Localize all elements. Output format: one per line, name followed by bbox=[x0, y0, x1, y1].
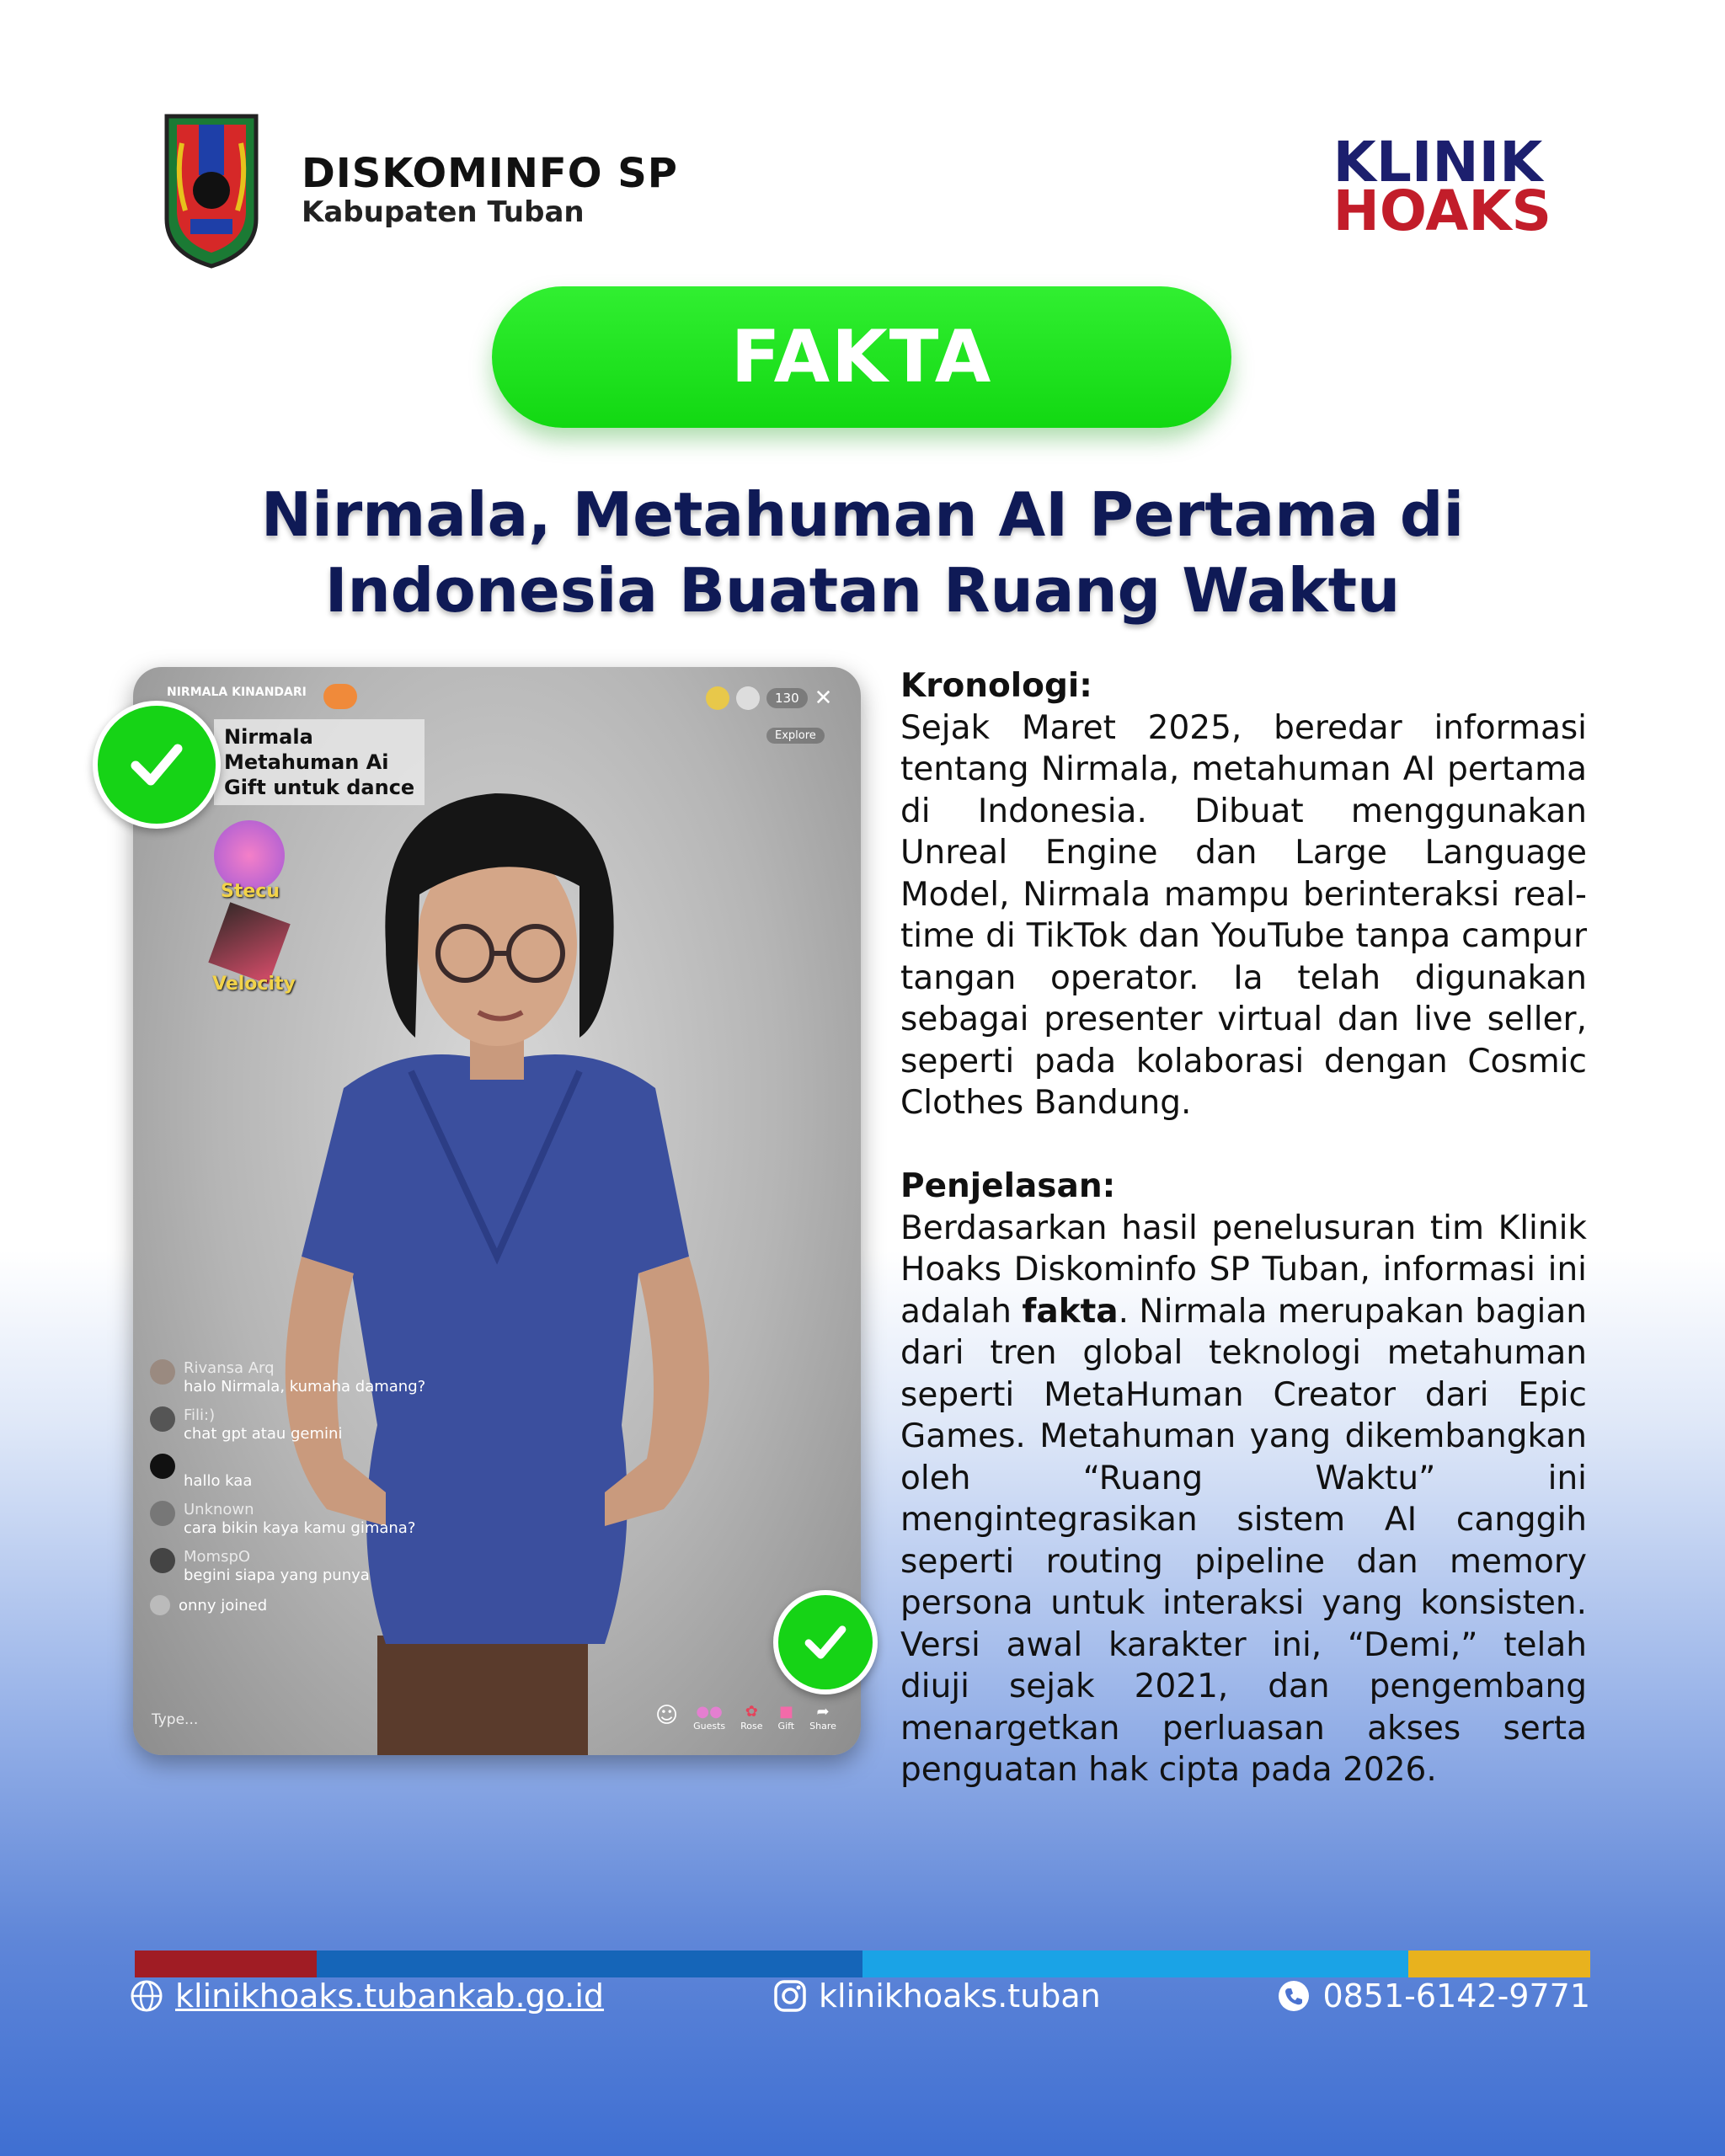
phone-icon bbox=[1277, 1979, 1311, 2013]
comment-user: Rivansa Arq bbox=[184, 1359, 275, 1377]
footer-website[interactable] bbox=[130, 1977, 604, 2015]
avatar bbox=[150, 1359, 175, 1385]
close-icon[interactable]: ✕ bbox=[814, 686, 833, 711]
guests-button[interactable]: ●● Guests bbox=[693, 1703, 726, 1732]
comment-text: halo Nirmala, kumaha damang? bbox=[184, 1378, 426, 1396]
instagram-icon bbox=[773, 1979, 807, 2013]
gift-button[interactable]: ■ Gift bbox=[777, 1703, 795, 1732]
viewer-avatar bbox=[706, 686, 729, 710]
klinik-hoaks-logo bbox=[1332, 130, 1551, 243]
verdict-label: FAKTA bbox=[730, 315, 993, 399]
org-subtitle: Kabupaten Tuban bbox=[302, 195, 585, 229]
viewer-avatar bbox=[736, 686, 760, 710]
comment-text: hallo kaa bbox=[184, 1472, 253, 1490]
instagram-handle[interactable]: klinikhoaks.tuban bbox=[819, 1977, 1101, 2015]
footer-instagram[interactable] bbox=[773, 1977, 1101, 2015]
list-item bbox=[150, 1548, 453, 1585]
gift-label: Velocity bbox=[212, 974, 296, 995]
title-line-2: Indonesia Buatan Ruang Waktu bbox=[324, 555, 1401, 626]
globe-icon bbox=[130, 1979, 163, 2013]
list-item bbox=[150, 1454, 453, 1491]
avatar bbox=[150, 1501, 175, 1526]
penjelasan-part: . Nirmala merupakan bagian dari tren global teknologi metahuman seperti MetaHuman Creator dari Epic Games. Metahuman yang dikembangkan oleh “Ruang Waktu” ini mengintegrasikan sistem AI canggih seperti routing pipeline dan memory persona untuk interaksi yang konsisten. Versi awal karakter ini, “Demi,” telah diuji sejak 2021, dan pengembang menargetkan perluasan akses serta penguatan hak cipta pada 2026. bbox=[900, 1292, 1587, 1789]
penjelasan-heading: Penjelasan: bbox=[900, 1167, 1116, 1205]
avatar bbox=[150, 1548, 175, 1573]
comment-list bbox=[150, 1359, 453, 1615]
phone-number[interactable]: 0851-6142-9771 bbox=[1322, 1977, 1590, 2015]
stream-banner bbox=[214, 719, 425, 805]
viewer-count: 130 bbox=[766, 688, 808, 708]
penjelasan-verdict-word: fakta bbox=[1022, 1292, 1119, 1331]
bar-segment-yellow bbox=[1408, 1951, 1590, 1977]
action-bar bbox=[655, 1703, 836, 1732]
page-title bbox=[0, 477, 1725, 628]
livestream-screenshot bbox=[133, 667, 861, 1755]
comment-text: begini siapa yang punya bbox=[184, 1566, 370, 1584]
verdict-badge bbox=[492, 286, 1231, 428]
color-bar bbox=[135, 1951, 1590, 1977]
list-item bbox=[150, 1595, 453, 1615]
avatar bbox=[150, 1406, 175, 1432]
article-body bbox=[900, 665, 1587, 1791]
bar-segment-blue-light bbox=[862, 1951, 1408, 1977]
title-line-1: Nirmala, Metahuman AI Pertama di bbox=[260, 479, 1465, 550]
emoji-icon[interactable]: ☺ bbox=[655, 1703, 679, 1728]
comment-user: MomspO bbox=[184, 1548, 251, 1566]
share-button[interactable]: ➦ Share bbox=[809, 1703, 836, 1732]
check-icon bbox=[93, 701, 221, 829]
footer-phone[interactable] bbox=[1277, 1977, 1590, 2015]
website-link[interactable]: klinikhoaks.tubankab.go.id bbox=[175, 1977, 605, 2015]
comment-user: Fili:) bbox=[184, 1406, 216, 1424]
explore-button[interactable]: Explore bbox=[766, 728, 825, 744]
comment-input[interactable]: Type... bbox=[152, 1711, 199, 1728]
brand-top: KLINIK bbox=[1332, 130, 1543, 195]
bar-segment-red bbox=[135, 1951, 317, 1977]
list-item bbox=[150, 1406, 453, 1444]
gift-label: Stecu bbox=[221, 881, 280, 902]
check-icon bbox=[773, 1590, 878, 1694]
brand-bottom: HOAKS bbox=[1332, 179, 1551, 243]
banner-line: Nirmala bbox=[224, 725, 313, 749]
penjelasan-part: Berdasarkan hasil penelusuran tim Klinik Hoaks Diskominfo SP Tuban, informasi ini adalah bbox=[900, 1209, 1587, 1331]
kronologi-heading: Kronologi: bbox=[900, 667, 1092, 705]
comment-text: onny joined bbox=[179, 1596, 268, 1614]
avatar bbox=[150, 1454, 175, 1479]
banner-line: Gift untuk dance bbox=[224, 776, 415, 799]
account-name: NIRMALA KINANDARI bbox=[167, 686, 307, 699]
list-item bbox=[150, 1501, 453, 1538]
comment-user: Unknown bbox=[184, 1501, 254, 1518]
banner-line: Metahuman Ai bbox=[224, 750, 389, 774]
org-name: DISKOMINFO SP bbox=[302, 150, 678, 197]
follow-button[interactable] bbox=[323, 684, 357, 709]
bar-segment-blue-dark bbox=[317, 1951, 862, 1977]
rose-button[interactable]: ✿ Rose bbox=[740, 1703, 763, 1732]
penjelasan-text bbox=[900, 1208, 1587, 1791]
comment-text: cara bikin kaya kamu gimana? bbox=[184, 1519, 416, 1537]
viewer-area bbox=[706, 686, 832, 711]
list-item bbox=[150, 1359, 453, 1396]
tuban-emblem-logo bbox=[160, 109, 263, 270]
avatar bbox=[150, 1595, 170, 1615]
kronologi-text: Sejak Maret 2025, beredar informasi tentang Nirmala, metahuman AI pertama di Indonesia. Dibuat menggunakan Unreal Engine dan Large Language Model, Nirmala mampu berinteraksi real-time di TikTok dan YouTube tanpa campur tangan operator. Ia telah digunakan sebagai presenter virtual dan live seller, seperti pada kolaborasi dengan Cosmic Clothes Bandung. bbox=[900, 708, 1587, 1122]
comment-text: chat gpt atau gemini bbox=[184, 1425, 343, 1443]
